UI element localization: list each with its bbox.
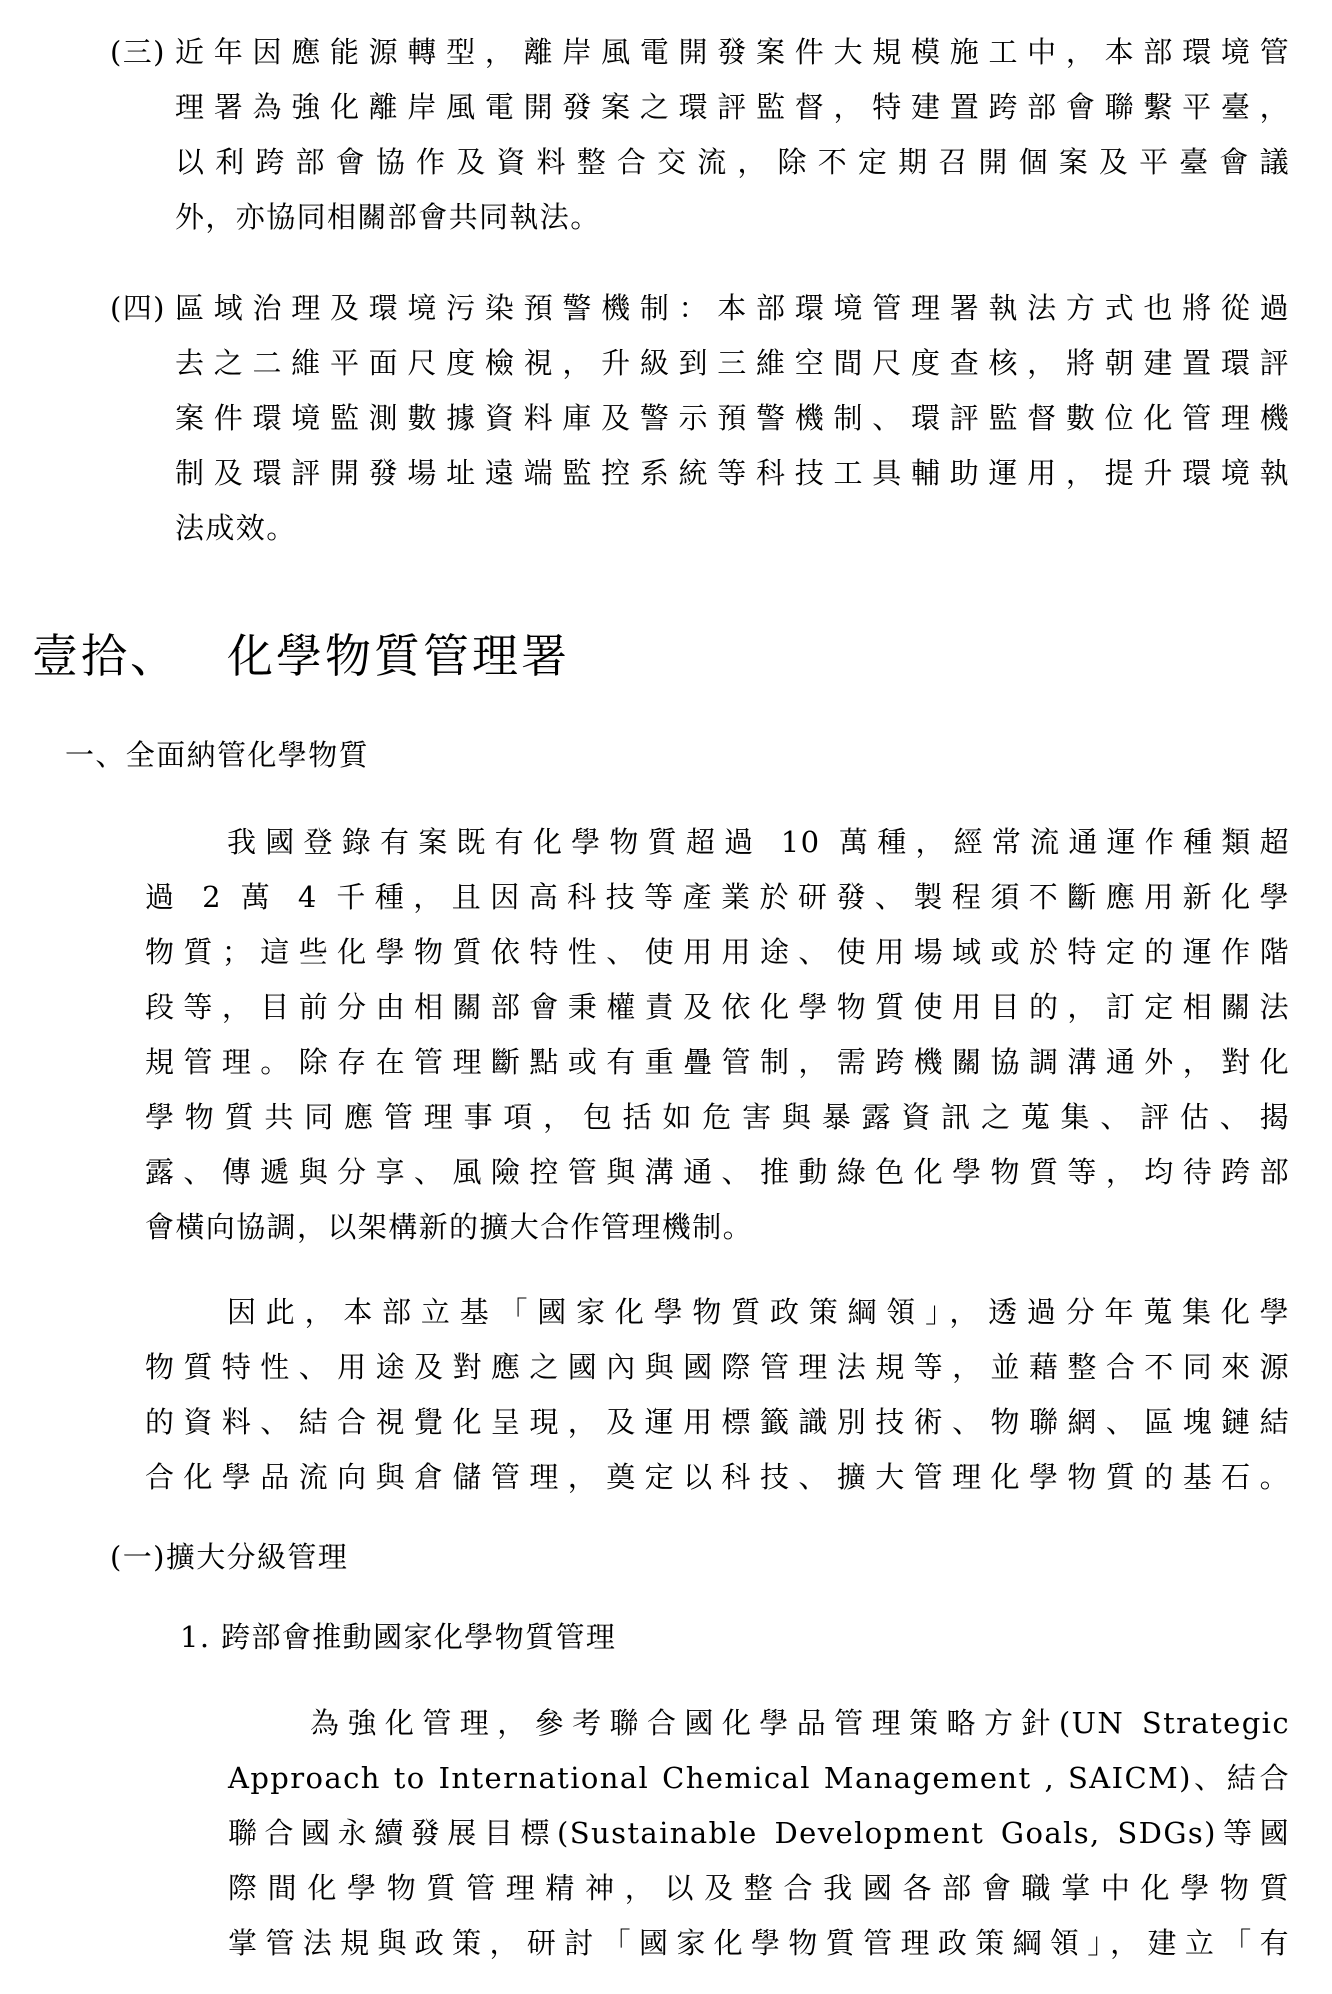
- chapter-heading: [32, 626, 570, 686]
- text-line: 近年因應能源轉型，離岸風電開發案件大規模施工中，本部環境管: [175, 35, 1290, 69]
- item-heading: 1. 跨部會推動國家化學物質管理: [180, 1620, 617, 1654]
- text-line: 物質；這些化學物質依特性、使用用途、使用場域或於特定的運作階: [145, 935, 1290, 969]
- body-paragraph: [228, 1696, 1290, 1971]
- text-line: 因此，本部立基「國家化學物質政策綱領」，透過分年蒐集化學: [227, 1295, 1290, 1329]
- text-line: 為強化管理，參考聯合國化學品管理策略方針(UN Strategic: [310, 1706, 1290, 1740]
- text-line: 掌管法規與政策，研討「國家化學物質管理政策綱領」，建立「有: [228, 1926, 1290, 1960]
- list-item-4: [110, 281, 1290, 556]
- text-line: 會橫向協調，以架構新的擴大合作管理機制。: [145, 1210, 754, 1244]
- text-line: 制及環評開發場址遠端監控系統等科技工具輔助運用，提升環境執: [175, 456, 1290, 490]
- list-marker: (三): [110, 35, 166, 69]
- list-marker: (四): [110, 291, 166, 325]
- text-line: 法成效。: [175, 511, 297, 545]
- list-item-3: [110, 25, 1290, 245]
- section-heading: 一、全面納管化學物質: [65, 738, 370, 772]
- body-paragraph: [145, 1285, 1290, 1505]
- text-line: 以利跨部會協作及資料整合交流，除不定期召開個案及平臺會議: [175, 145, 1290, 179]
- text-line: 露、傳遞與分享、風險控管與溝通、推動綠色化學物質等，均待跨部: [145, 1155, 1290, 1189]
- text-line: 聯合國永續發展目標(Sustainable Development Goals, SDGs)等國: [228, 1816, 1290, 1850]
- body-paragraph: [145, 815, 1290, 1255]
- text-line: 規管理。除存在管理斷點或有重疊管制，需跨機關協調溝通外，對化: [145, 1045, 1290, 1079]
- text-line: 外，亦協同相關部會共同執法。: [175, 200, 601, 234]
- text-line: 去之二維平面尺度檢視，升級到三維空間尺度查核，將朝建置環評: [175, 346, 1290, 380]
- text-line: 過 2 萬 4 千種，且因高科技等產業於研發、製程須不斷應用新化學: [145, 880, 1290, 914]
- subsection-heading: (一)擴大分級管理: [110, 1540, 349, 1574]
- text-line: 合化學品流向與倉儲管理，奠定以科技、擴大管理化學物質的基石。: [145, 1460, 1290, 1494]
- chapter-title: 化學物質管理署: [227, 629, 570, 683]
- text-line: Approach to International Chemical Management , SAICM)、結合: [228, 1761, 1290, 1795]
- text-line: 案件環境監測數據資料庫及警示預警機制、環評監督數位化管理機: [175, 401, 1290, 435]
- text-line: 我國登錄有案既有化學物質超過 10 萬種，經常流通運作種類超: [227, 825, 1290, 859]
- text-line: 際間化學物質管理精神，以及整合我國各部會職掌中化學物質: [228, 1871, 1290, 1905]
- text-line: 學物質共同應管理事項，包括如危害與暴露資訊之蒐集、評估、揭: [145, 1100, 1290, 1134]
- text-line: 物質特性、用途及對應之國內與國際管理法規等，並藉整合不同來源: [145, 1350, 1290, 1384]
- text-line: 段等，目前分由相關部會秉權責及依化學物質使用目的，訂定相關法: [145, 990, 1290, 1024]
- text-line: 理署為強化離岸風電開發案之環評監督，特建置跨部會聯繫平臺，: [175, 90, 1290, 124]
- chapter-number: 壹拾、: [32, 629, 179, 683]
- text-line: 的資料、結合視覺化呈現，及運用標籤識別技術、物聯網、區塊鏈結: [145, 1405, 1290, 1439]
- text-line: 區域治理及環境污染預警機制：本部環境管理署執法方式也將從過: [175, 291, 1290, 325]
